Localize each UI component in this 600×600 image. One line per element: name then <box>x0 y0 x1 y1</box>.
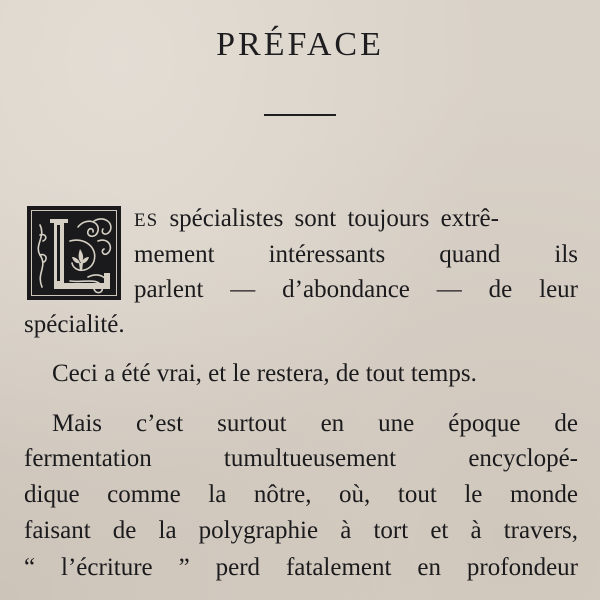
title-divider <box>264 114 336 116</box>
paragraph-3-line-4: faisant de la polygraphie à tort et à travers, <box>24 517 578 544</box>
page-title: PRÉFACE <box>216 26 384 63</box>
paragraph-3-line-5: “ l’écriture ” perd fatalement en profondeur <box>24 554 578 581</box>
paragraph-1-line-1 <box>134 204 499 236</box>
paragraph-3-line-2: fermentation tumultueusement encyclopé- <box>24 445 578 472</box>
paragraph-3-line-1: Mais c’est surtout en une époque de <box>52 410 578 437</box>
paragraph-1-line-2: mement intéressants quand ils <box>134 241 578 268</box>
line-text: spécialistes sont toujours extrê- <box>158 205 499 232</box>
paragraph-3-line-3: dique comme la nôtre, où, tout le monde <box>24 481 578 508</box>
paragraph-1-line-3: parlent — d’abondance — de leur <box>134 276 578 303</box>
paragraph-1-line-4: spécialité. <box>24 311 125 338</box>
ornamental-dropcap-l <box>27 206 121 300</box>
paragraph-2-line-1: Ceci a été vrai, et le restera, de tout temps. <box>52 360 477 387</box>
dropcap-ornament-icon <box>28 207 122 301</box>
dropcap-word-rest: ES <box>134 210 159 231</box>
